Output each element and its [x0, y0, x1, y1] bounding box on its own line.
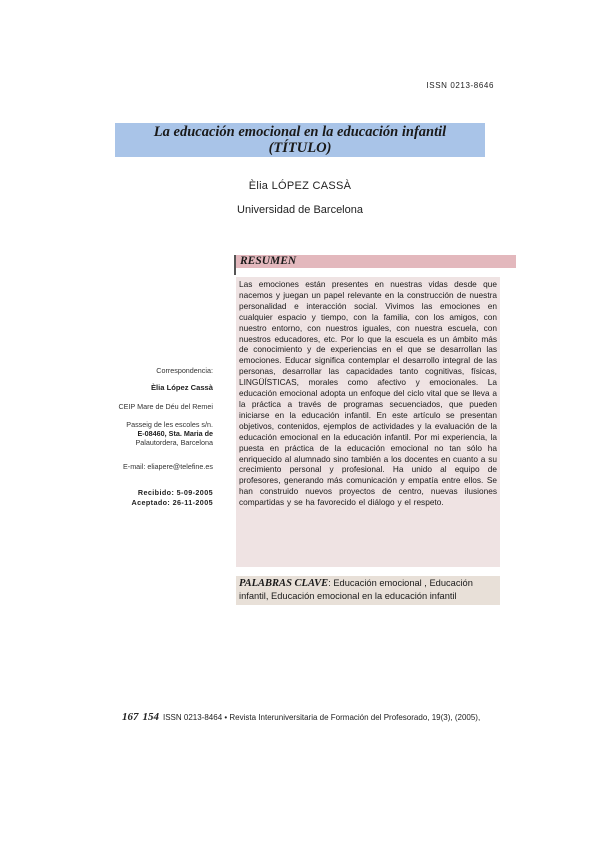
page-footer: [122, 711, 542, 723]
article-title: [115, 123, 485, 157]
issn-header: ISSN 0213-8646: [426, 81, 494, 90]
footer-citation: ISSN 0213-8464 • Revista Interuniversitaria de Formación del Profesorado, 19(3), (2005),: [163, 713, 481, 722]
page-number-end: 154: [142, 711, 159, 723]
correspondence-email[interactable]: E-mail: eliapere@telefine.es: [123, 462, 213, 471]
abstract-heading: RESUMEN: [236, 255, 516, 268]
accepted-date: Aceptado: 26-11-2005: [131, 498, 213, 507]
keywords-label: PALABRAS CLAVE: [239, 578, 329, 589]
correspondence-label: Correspondencia:: [156, 366, 213, 375]
address-line-1: Passeig de les escoles s/n.: [126, 420, 213, 429]
keywords-text: : Educación emocional , Educación infantil, Educación emocional en la educación infantil: [239, 578, 473, 601]
received-date: Recibido: 5-09-2005: [137, 488, 213, 497]
author-name: Èlia LÓPEZ CASSÀ: [248, 180, 352, 192]
title-line-2: (TÍTULO): [268, 140, 332, 156]
page-number: 167: [122, 711, 139, 723]
address-line-3: Palautordera, Barcelona: [135, 438, 213, 447]
title-line-1: La educación emocional en la educación infantil: [153, 124, 447, 140]
author-affiliation: Universidad de Barcelona: [237, 204, 363, 216]
correspondence-institution: CEIP Mare de Déu del Remei: [118, 402, 213, 411]
correspondence-name: Èlia López Cassà: [150, 383, 213, 392]
abstract-text: Las emociones están presentes en nuestras vidas desde que nacemos y juegan un papel relevante en la construcción de nuestra personalidad e interacción social. Vivimos las emociones en cualquier espacio y tiempo, con la familia, con los amigos, con nuestro entorno, con nuestros iguales, con nuestra escuela, con nuestros educadores, etc. Por lo que la escuela es un ámbito más de conocimiento y de experiencias en el que se desarrollan las emociones. Educar significa contemplar el desarrollo integral de las personas, desarrollar las capacidades tanto cognitivas, físicas, LINGÜÍSTICAS, morales como afectivo y emocionales. La educación emocional adopta un enfoque del ciclo vital que se lleva a la práctica a través de programas secuenciados, que pueden iniciarse en la educación infantil. En este artículo se presentan objetivos, contenidos, ejemplos de actividades y la evaluación de la educación emocional en la educación infantil. Por mi experiencia, la puesta en práctica de la educación emocional no tan sólo ha enriquecido al alumnado sino también a los docentes en cuanto a su crecimiento personal y profesional. Ha unido al equipo de profesores, generando más comunicación y empatía entre ellos. Se han construido nuevos proyectos de centro, nuevas ilusiones compartidas y se ha favorecido el diálogo y el respeto.: [236, 277, 500, 567]
keywords-block: [236, 576, 500, 605]
address-line-2: E-08460, Sta. Maria de: [137, 429, 213, 438]
